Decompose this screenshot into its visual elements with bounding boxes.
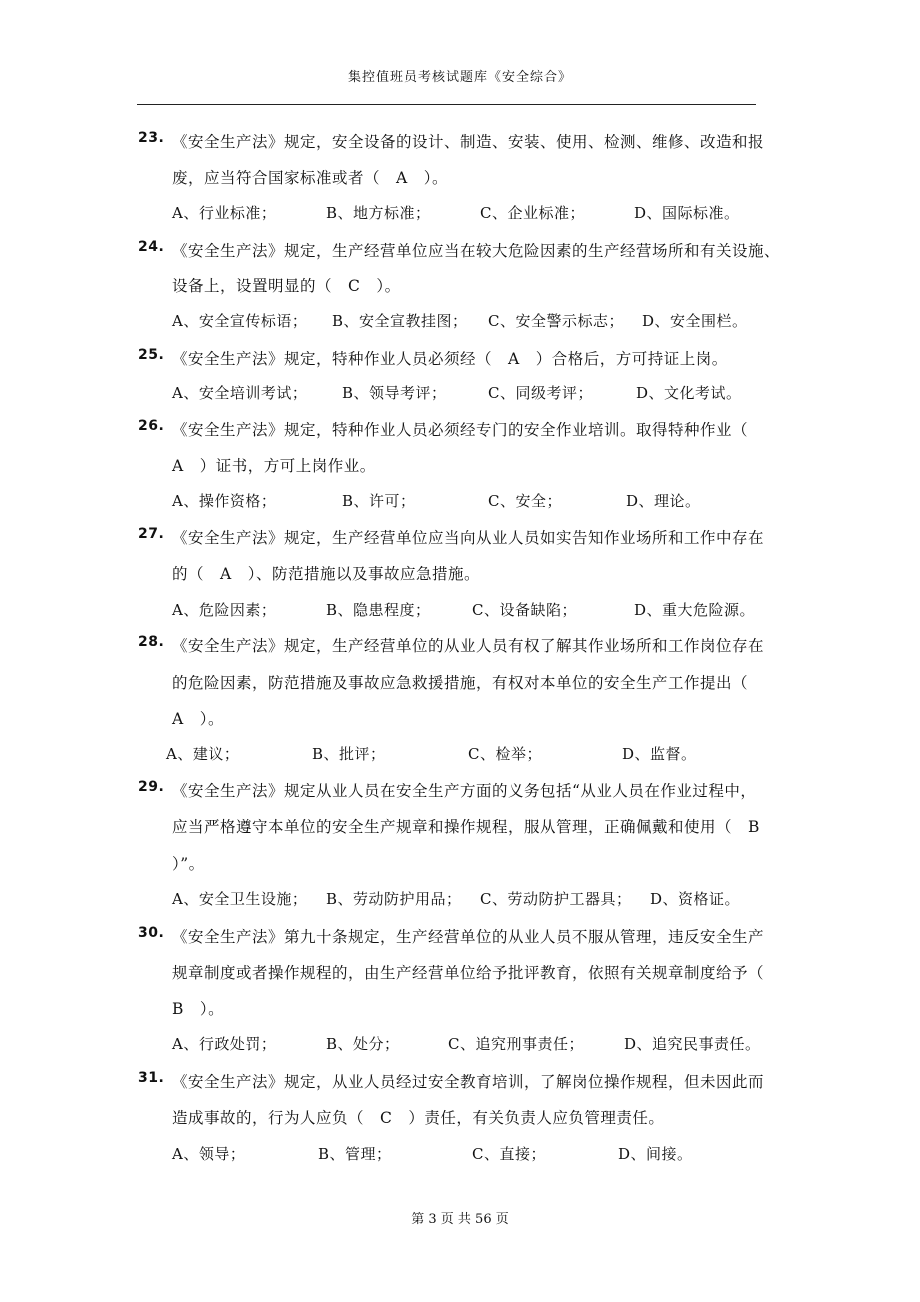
question-text: 造成事故的，行为人应负（ C ）责任，有关负责人应负管理责任。 — [172, 1109, 665, 1127]
answer-option: A、安全卫生设施； — [172, 890, 308, 908]
answer-option: B、许可； — [342, 492, 416, 510]
question-stem — [138, 1070, 765, 1092]
answer-option: A、行政处罚； — [172, 1035, 277, 1053]
question-stem-continued — [172, 961, 764, 983]
question-text: 《安全生产法》规定，生产经营单位应当向从业人员如实告知作业场所和工作中存在 — [172, 529, 765, 547]
answer-option: A、领导； — [172, 1145, 246, 1163]
answer-option: D、文化考试。 — [636, 384, 742, 402]
answer-option: D、国际标准。 — [634, 204, 740, 222]
question-number: 25. — [138, 347, 165, 363]
answer-option: D、追究民事责任。 — [624, 1035, 761, 1053]
question-stem-continued — [172, 852, 205, 874]
question-stem-continued — [172, 1106, 664, 1128]
answer-option: B、劳动防护用品； — [326, 890, 462, 908]
question-stem — [138, 526, 765, 548]
answer-option: B、地方标准； — [326, 204, 431, 222]
answer-option: A、安全培训考试； — [172, 384, 308, 402]
question-text: 《安全生产法》规定，从业人员经过安全教育培训，了解岗位操作规程，但未因此而 — [172, 1073, 765, 1091]
question-stem-continued — [172, 707, 224, 729]
option-row — [172, 1033, 772, 1057]
answer-option: A、安全宣传标语； — [172, 312, 308, 330]
option-row — [166, 743, 772, 767]
option-row — [172, 382, 772, 406]
question-text: 应当严格遵守本单位的安全生产规章和操作规程，服从管理，正确佩戴和使用（ B — [172, 818, 760, 836]
question-text: 《安全生产法》规定，特种作业人员必须经（ A ）合格后，方可持证上岗。 — [172, 350, 728, 368]
question-number: 26. — [138, 418, 165, 434]
question-stem-continued — [172, 997, 224, 1019]
question-text: 《安全生产法》规定，特种作业人员必须经专门的安全作业培训。取得特种作业（ — [172, 421, 749, 439]
answer-option: C、设备缺陷； — [472, 601, 577, 619]
option-row — [172, 888, 772, 912]
answer-option: D、资格证。 — [650, 890, 741, 908]
answer-option: D、重大危险源。 — [634, 601, 756, 619]
question-stem — [138, 779, 757, 801]
header-title: 集控值班员考核试题库《安全综合》 — [347, 70, 572, 85]
answer-option: D、间接。 — [618, 1145, 693, 1163]
question-text: B ）。 — [172, 1000, 225, 1018]
question-text: 《安全生产法》规定，安全设备的设计、制造、安装、使用、检测、维修、改造和报 — [172, 133, 765, 151]
question-text: 的（ A ）、防范措施以及事故应急措施。 — [172, 565, 480, 583]
answer-option: D、理论。 — [626, 492, 701, 510]
question-stem-continued — [172, 166, 448, 188]
answer-option: B、处分； — [326, 1035, 400, 1053]
question-text: A ）。 — [172, 710, 224, 728]
question-text: 规章制度或者操作规程的，由生产经营单位给予批评教育，依照有关规章制度给予（ — [172, 964, 765, 982]
question-stem — [138, 418, 749, 440]
question-number: 28. — [138, 634, 165, 650]
question-number: 24. — [138, 239, 165, 255]
question-stem — [138, 634, 765, 656]
question-text: 的危险因素，防范措施及事故应急救援措施，有权对本单位的安全生产工作提出（ — [172, 674, 749, 692]
question-number: 31. — [138, 1070, 165, 1086]
question-stem — [138, 347, 728, 369]
answer-option: B、领导考评； — [342, 384, 447, 402]
question-text: 《安全生产法》规定，生产经营单位的从业人员有权了解其作业场所和工作岗位存在 — [172, 637, 765, 655]
question-text: 《安全生产法》第九十条规定，生产经营单位的从业人员不服从管理，违反安全生产 — [172, 928, 765, 946]
option-row — [172, 1143, 772, 1167]
option-row — [172, 310, 772, 334]
question-number: 30. — [138, 925, 165, 941]
option-row — [172, 599, 772, 623]
page-footer: 第 3 页 共 56 页 — [411, 1212, 509, 1227]
answer-option: C、同级考评； — [488, 384, 593, 402]
answer-option: B、管理； — [318, 1145, 392, 1163]
answer-option: D、监督。 — [622, 745, 697, 763]
question-stem — [138, 239, 781, 261]
question-stem — [138, 130, 765, 152]
question-number: 23. — [138, 130, 165, 146]
answer-option: A、操作资格； — [172, 492, 277, 510]
question-stem-continued — [172, 815, 760, 837]
answer-option: B、批评； — [312, 745, 386, 763]
answer-option: C、直接； — [472, 1145, 546, 1163]
answer-option: C、追究刑事责任； — [448, 1035, 584, 1053]
answer-option: C、劳动防护工器具； — [480, 890, 632, 908]
question-stem-continued — [172, 562, 480, 584]
question-text: A ）证书，方可上岗作业。 — [172, 457, 376, 475]
answer-option: A、行业标准； — [172, 204, 277, 222]
question-stem-continued — [172, 274, 401, 296]
question-text: ）”。 — [172, 855, 205, 873]
question-number: 29. — [138, 779, 165, 795]
answer-option: C、安全警示标志； — [488, 312, 624, 330]
answer-option: D、安全围栏。 — [642, 312, 748, 330]
answer-option: A、危险因素； — [172, 601, 277, 619]
header-divider — [137, 104, 756, 105]
answer-option: A、建议； — [166, 745, 240, 763]
answer-option: C、企业标准； — [480, 204, 585, 222]
answer-option: B、安全宣教挂图； — [332, 312, 468, 330]
question-number: 27. — [138, 526, 165, 542]
question-text: 设备上，设置明显的（ C ）。 — [172, 277, 401, 295]
question-stem — [138, 925, 765, 947]
question-stem-continued — [172, 671, 748, 693]
question-text: 《安全生产法》规定从业人员在安全生产方面的义务包括“从业人员在作业过程中， — [172, 782, 757, 800]
answer-option: B、隐患程度； — [326, 601, 431, 619]
option-row — [172, 202, 772, 226]
question-stem-continued — [172, 454, 376, 476]
question-text: 废，应当符合国家标准或者（ A ）。 — [172, 169, 448, 187]
question-text: 《安全生产法》规定，生产经营单位应当在较大危险因素的生产经营场所和有关设施、 — [172, 242, 781, 260]
answer-option: C、检举； — [468, 745, 542, 763]
option-row — [172, 490, 772, 514]
answer-option: C、安全； — [488, 492, 562, 510]
